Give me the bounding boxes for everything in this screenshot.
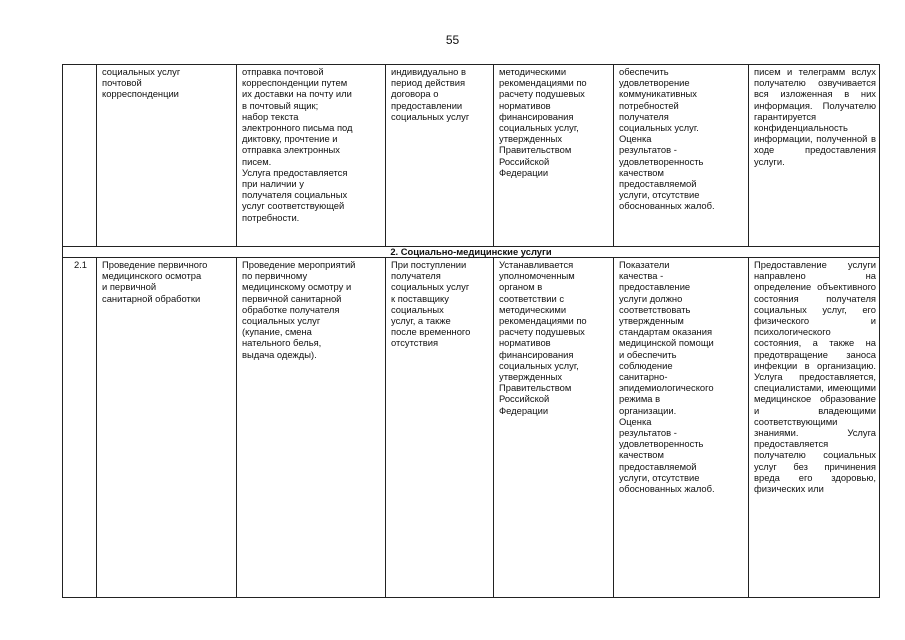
service-timing-cell: При поступлении получателя социальных услуг к поставщику социальных услуг, а также после временного отсутствия <box>386 258 494 598</box>
service-description-cell: Проведение мероприятий по первичному медицинскому осмотру и первичной санитарной обработке получателя социальных услуг (купание, смена нательного белья, выдача одежды). <box>237 258 386 598</box>
service-cost-cell: методическими рекомендациями по расчету подушевых нормативов финансирования социальных услуг, утвержденных Правительством Российской Федерации <box>494 65 614 247</box>
services-table <box>62 64 880 598</box>
service-conditions-cell: Предоставление услуги направлено на определение объективного состояния получателя социальных услуг, его физического и психологического состояния, а также на предотвращение заноса инфекции в организацию. Услуга предоставляется, специалистами, имеющими медицинское образование и владеющими соответствующими знаниями. Услуга предоставляется получателю социальных услуг без причинения вреда его здоровью, физических или <box>749 258 880 598</box>
page-number: 55 <box>445 33 460 47</box>
service-name-cell: Проведение первичного медицинского осмотра и первичной санитарной обработки <box>97 258 237 598</box>
table-row <box>63 65 880 247</box>
service-conditions-cell: писем и телеграмм вслух получателю озвучивается вся изложенная в них информация. Получателю гарантируется конфиденциальность информации, полученной в ходе предоставления услуги. <box>749 65 880 247</box>
service-quality-cell: Показатели качества - предоставление услуги должно соответствовать утвержденным стандартам оказания медицинской помощи и обеспечить соблюдение санитарно- эпидемиологического режима в организации. Оценка результатов - удовлетворенность качеством предоставляемой услуги, отсутствие обоснованных жалоб. <box>614 258 749 598</box>
service-timing-cell: индивидуально в период действия договора о предоставлении социальных услуг <box>386 65 494 247</box>
service-name-cell: социальных услуг почтовой корреспонденции <box>97 65 237 247</box>
section-title: 2. Социально-медицинские услуги <box>63 247 880 258</box>
row-number <box>63 65 97 247</box>
service-quality-cell: обеспечить удовлетворение коммуникативных потребностей получателя социальных услуг. Оценка результатов - удовлетворенность качеством предоставляемой услуги, отсутствие обоснованных жалоб. <box>614 65 749 247</box>
table-row <box>63 258 880 598</box>
section-header-row <box>63 247 880 258</box>
row-number: 2.1 <box>63 258 97 598</box>
service-description-cell: отправка почтовой корреспонденции путем их доставки на почту или в почтовый ящик; набор текста электронного письма под диктовку, прочтение и отправка электронных писем. Услуга предоставляется при наличии у получателя социальных услуг соответствующей потребности. <box>237 65 386 247</box>
service-cost-cell: Устанавливается уполномоченным органом в соответствии с методическими рекомендациями по расчету подушевых нормативов финансирования социальных услуг, утвержденных Правительством Российской Федерации <box>494 258 614 598</box>
